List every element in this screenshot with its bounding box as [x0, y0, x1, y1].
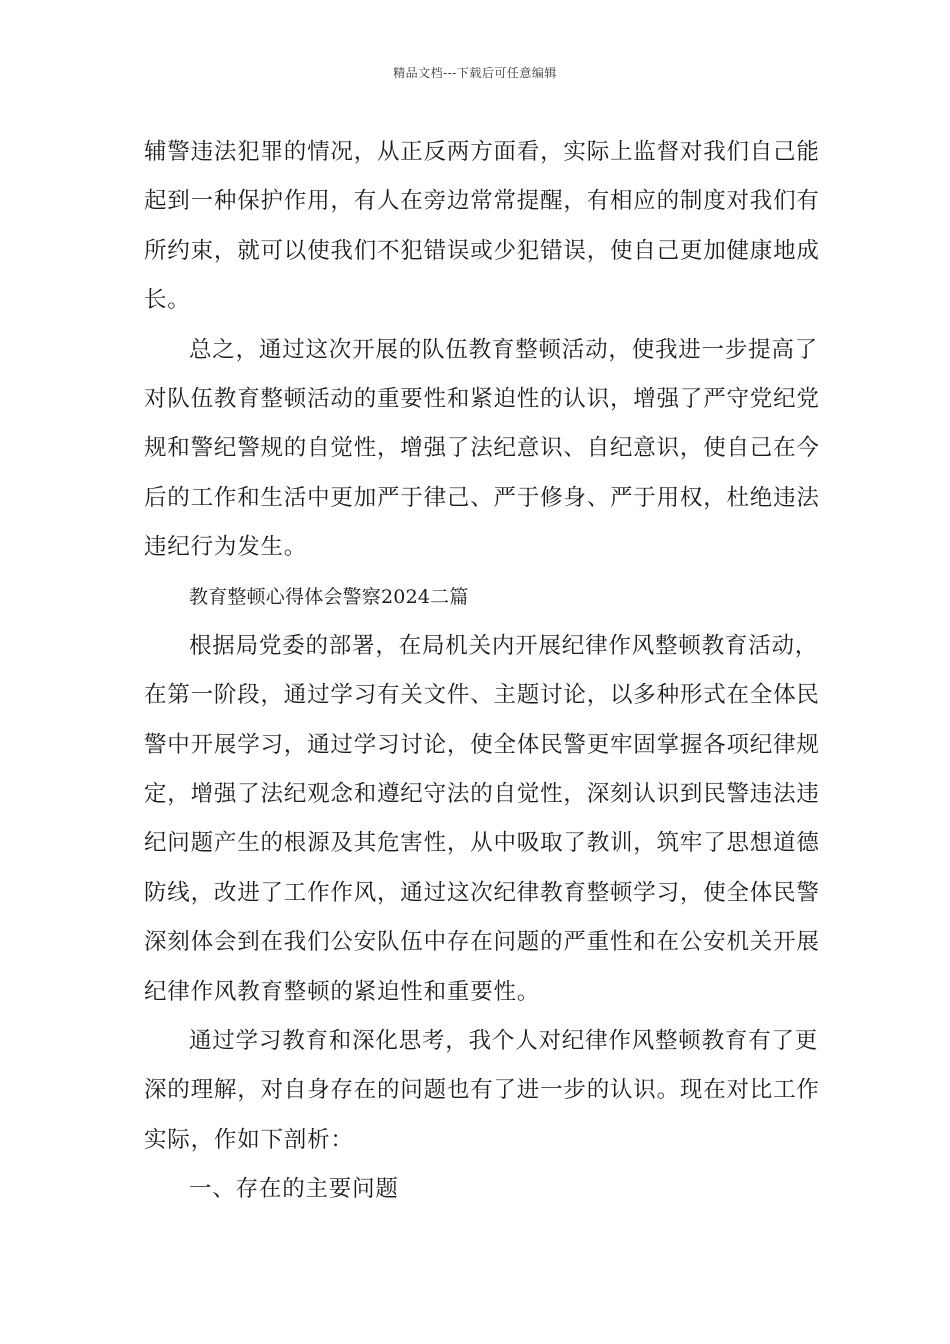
text-line: 总之，通过这次开展的队伍教育整顿活动，使我进一步提高了: [189, 336, 819, 363]
text-line: 根据局党委的部署，在局机关内开展纪律作风整顿教育活动，: [189, 632, 819, 659]
text-line: 纪律作风教育整顿的紧迫性和重要性。: [144, 978, 541, 1005]
document-body: [144, 128, 820, 1215]
text-line: 规和警纪警规的自觉性，增强了法纪意识、自纪意识，使自己在今: [144, 435, 820, 462]
text-line: 辅警违法犯罪的情况，从正反两方面看，实际上监督对我们自己能: [144, 139, 820, 165]
text-line: 定，增强了法纪观念和遵纪守法的自觉性，深刻认识到民警违法违: [144, 781, 820, 808]
text-line: 违纪行为发生。: [144, 534, 308, 561]
text-line: 起到一种保护作用，有人在旁边常常提醒，有相应的制度对我们有: [144, 188, 820, 215]
text-line: 在第一阶段，通过学习有关文件、主题讨论，以多种形式在全体民: [144, 682, 820, 709]
text-line: 一、存在的主要问题: [189, 1176, 399, 1203]
page-header: 精品文档---下载后可任意编辑: [393, 66, 557, 80]
text-line: 深的理解，对自身存在的问题也有了进一步的认识。现在对比工作: [144, 1077, 820, 1104]
text-line: 防线，改进了工作作风，通过这次纪律教育整顿学习，使全体民警: [144, 879, 820, 906]
text-line: 通过学习教育和深化思考，我个人对纪律作风整顿教育有了更: [189, 1028, 819, 1055]
section-heading: 教育整顿心得体会警察2024二篇: [189, 585, 469, 608]
text-line: 对队伍教育整顿活动的重要性和紧迫性的认识，增强了严守党纪党: [144, 385, 820, 412]
text-line: 实际，作如下剖析：: [144, 1126, 354, 1153]
text-line: 警中开展学习，通过学习讨论，使全体民警更牢固掌握各项纪律规: [144, 731, 820, 758]
text-line: 纪问题产生的根源及其危害性，从中吸取了教训，筑牢了思想道德: [144, 830, 820, 857]
text-line: 所约束，就可以使我们不犯错误或少犯错误，使自己更加健康地成: [144, 237, 820, 264]
text-line: 长。: [144, 287, 191, 314]
text-line: 深刻体会到在我们公安队伍中存在问题的严重性和在公安机关开展: [144, 929, 820, 956]
text-line: 后的工作和生活中更加严于律己、严于修身、严于用权，杜绝违法: [144, 484, 820, 511]
